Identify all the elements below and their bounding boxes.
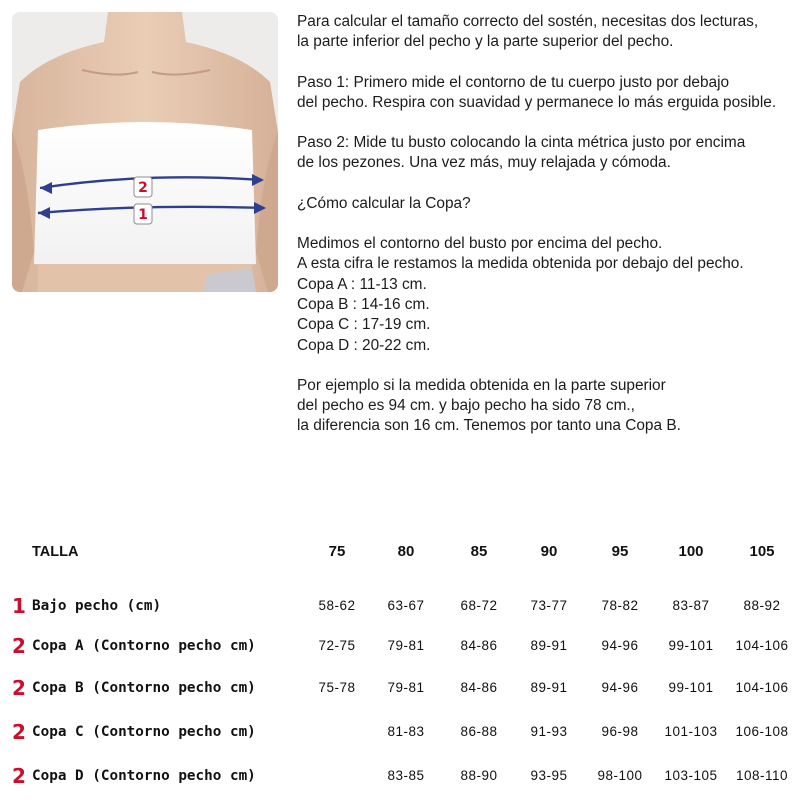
table-row	[0, 761, 800, 791]
table-cell: 89-91	[530, 680, 568, 695]
table-cell: 94-96	[601, 638, 639, 653]
size-header: 105	[749, 543, 775, 560]
row-label: Copa B (Contorno pecho cm)	[32, 680, 256, 696]
table-cell: 73-77	[530, 598, 568, 613]
row-label: Copa C (Contorno pecho cm)	[32, 724, 256, 740]
step-1-paragraph: Paso 1: Primero mide el contorno de tu cuerpo justo por debajo del pecho. Respira con suavidad y permanece lo más erguida posible.	[297, 73, 777, 111]
cup-method-paragraph: Medimos el contorno del busto por encima del pecho. A esta cifra le restamos la medida obtenida por debajo del pecho. Copa A : 11-13 cm. Copa B : 14-16 cm. Copa C : 17-19 cm. Copa D : 20-22 cm.	[297, 235, 744, 354]
marker-lower	[134, 204, 152, 224]
measurement-photo	[12, 12, 278, 292]
table-cell: 99-101	[668, 680, 714, 695]
table-cell: 88-92	[743, 598, 781, 613]
table-cell: 86-88	[460, 724, 498, 739]
size-header: 75	[328, 543, 346, 560]
svg-text:1: 1	[138, 207, 148, 223]
table-cell: 89-91	[530, 638, 568, 653]
table-cell: 72-75	[318, 638, 356, 653]
table-cell: 99-101	[668, 638, 714, 653]
row-number-marker: 2	[12, 634, 26, 658]
size-header: 95	[611, 543, 629, 560]
table-cell: 84-86	[460, 638, 498, 653]
table-cell: 79-81	[387, 680, 425, 695]
table-cell: 104-106	[735, 638, 789, 653]
table-cell: 93-95	[530, 768, 568, 783]
size-header: 85	[470, 543, 488, 560]
talla-header: TALLA	[32, 544, 79, 560]
table-row	[0, 673, 800, 703]
table-cell: 108-110	[735, 768, 789, 783]
table-cell: 83-87	[672, 598, 710, 613]
table-row	[0, 631, 800, 661]
table-cell: 103-105	[664, 768, 718, 783]
step-2-paragraph: Paso 2: Mide tu busto colocando la cinta métrica justo por encima de los pezones. Una vez más, muy relajada y cómoda.	[297, 134, 746, 172]
row-number-marker: 2	[12, 720, 26, 744]
intro-paragraph: Para calcular el tamaño correcto del sostén, necesitas dos lecturas, la parte inferior del pecho y la parte superior del pecho.	[297, 13, 759, 51]
svg-text:2: 2	[138, 180, 148, 196]
cup-question: ¿Cómo calcular la Copa?	[297, 194, 471, 212]
table-cell: 104-106	[735, 680, 789, 695]
table-cell: 68-72	[460, 598, 498, 613]
table-row	[0, 591, 800, 621]
table-cell: 91-93	[530, 724, 568, 739]
table-cell: 88-90	[460, 768, 498, 783]
table-cell: 83-85	[387, 768, 425, 783]
row-number-marker: 2	[12, 676, 26, 700]
marker-upper	[134, 177, 152, 197]
table-cell: 79-81	[387, 638, 425, 653]
row-number-marker: 1	[12, 594, 26, 618]
table-row	[0, 717, 800, 747]
row-label: Copa A (Contorno pecho cm)	[32, 638, 256, 654]
table-cell: 75-78	[318, 680, 356, 695]
table-cell: 58-62	[318, 598, 356, 613]
table-cell: 94-96	[601, 680, 639, 695]
table-header	[0, 537, 800, 567]
table-cell: 96-98	[601, 724, 639, 739]
example-paragraph: Por ejemplo si la medida obtenida en la parte superior del pecho es 94 cm. y bajo pecho ha sido 78 cm., la diferencia son 16 cm. Tenemos por tanto una Copa B.	[297, 376, 681, 435]
instructions	[297, 12, 792, 457]
table-cell: 63-67	[387, 598, 425, 613]
table-cell: 81-83	[387, 724, 425, 739]
table-cell: 78-82	[601, 598, 639, 613]
row-label: Copa D (Contorno pecho cm)	[32, 768, 256, 784]
row-label: Bajo pecho (cm)	[32, 598, 162, 614]
table-cell: 101-103	[664, 724, 718, 739]
table-cell: 84-86	[460, 680, 498, 695]
size-header: 80	[397, 543, 415, 560]
table-cell: 98-100	[597, 768, 643, 783]
size-header: 100	[678, 543, 704, 560]
row-number-marker: 2	[12, 764, 26, 788]
size-header: 90	[540, 543, 558, 560]
table-cell: 106-108	[735, 724, 789, 739]
